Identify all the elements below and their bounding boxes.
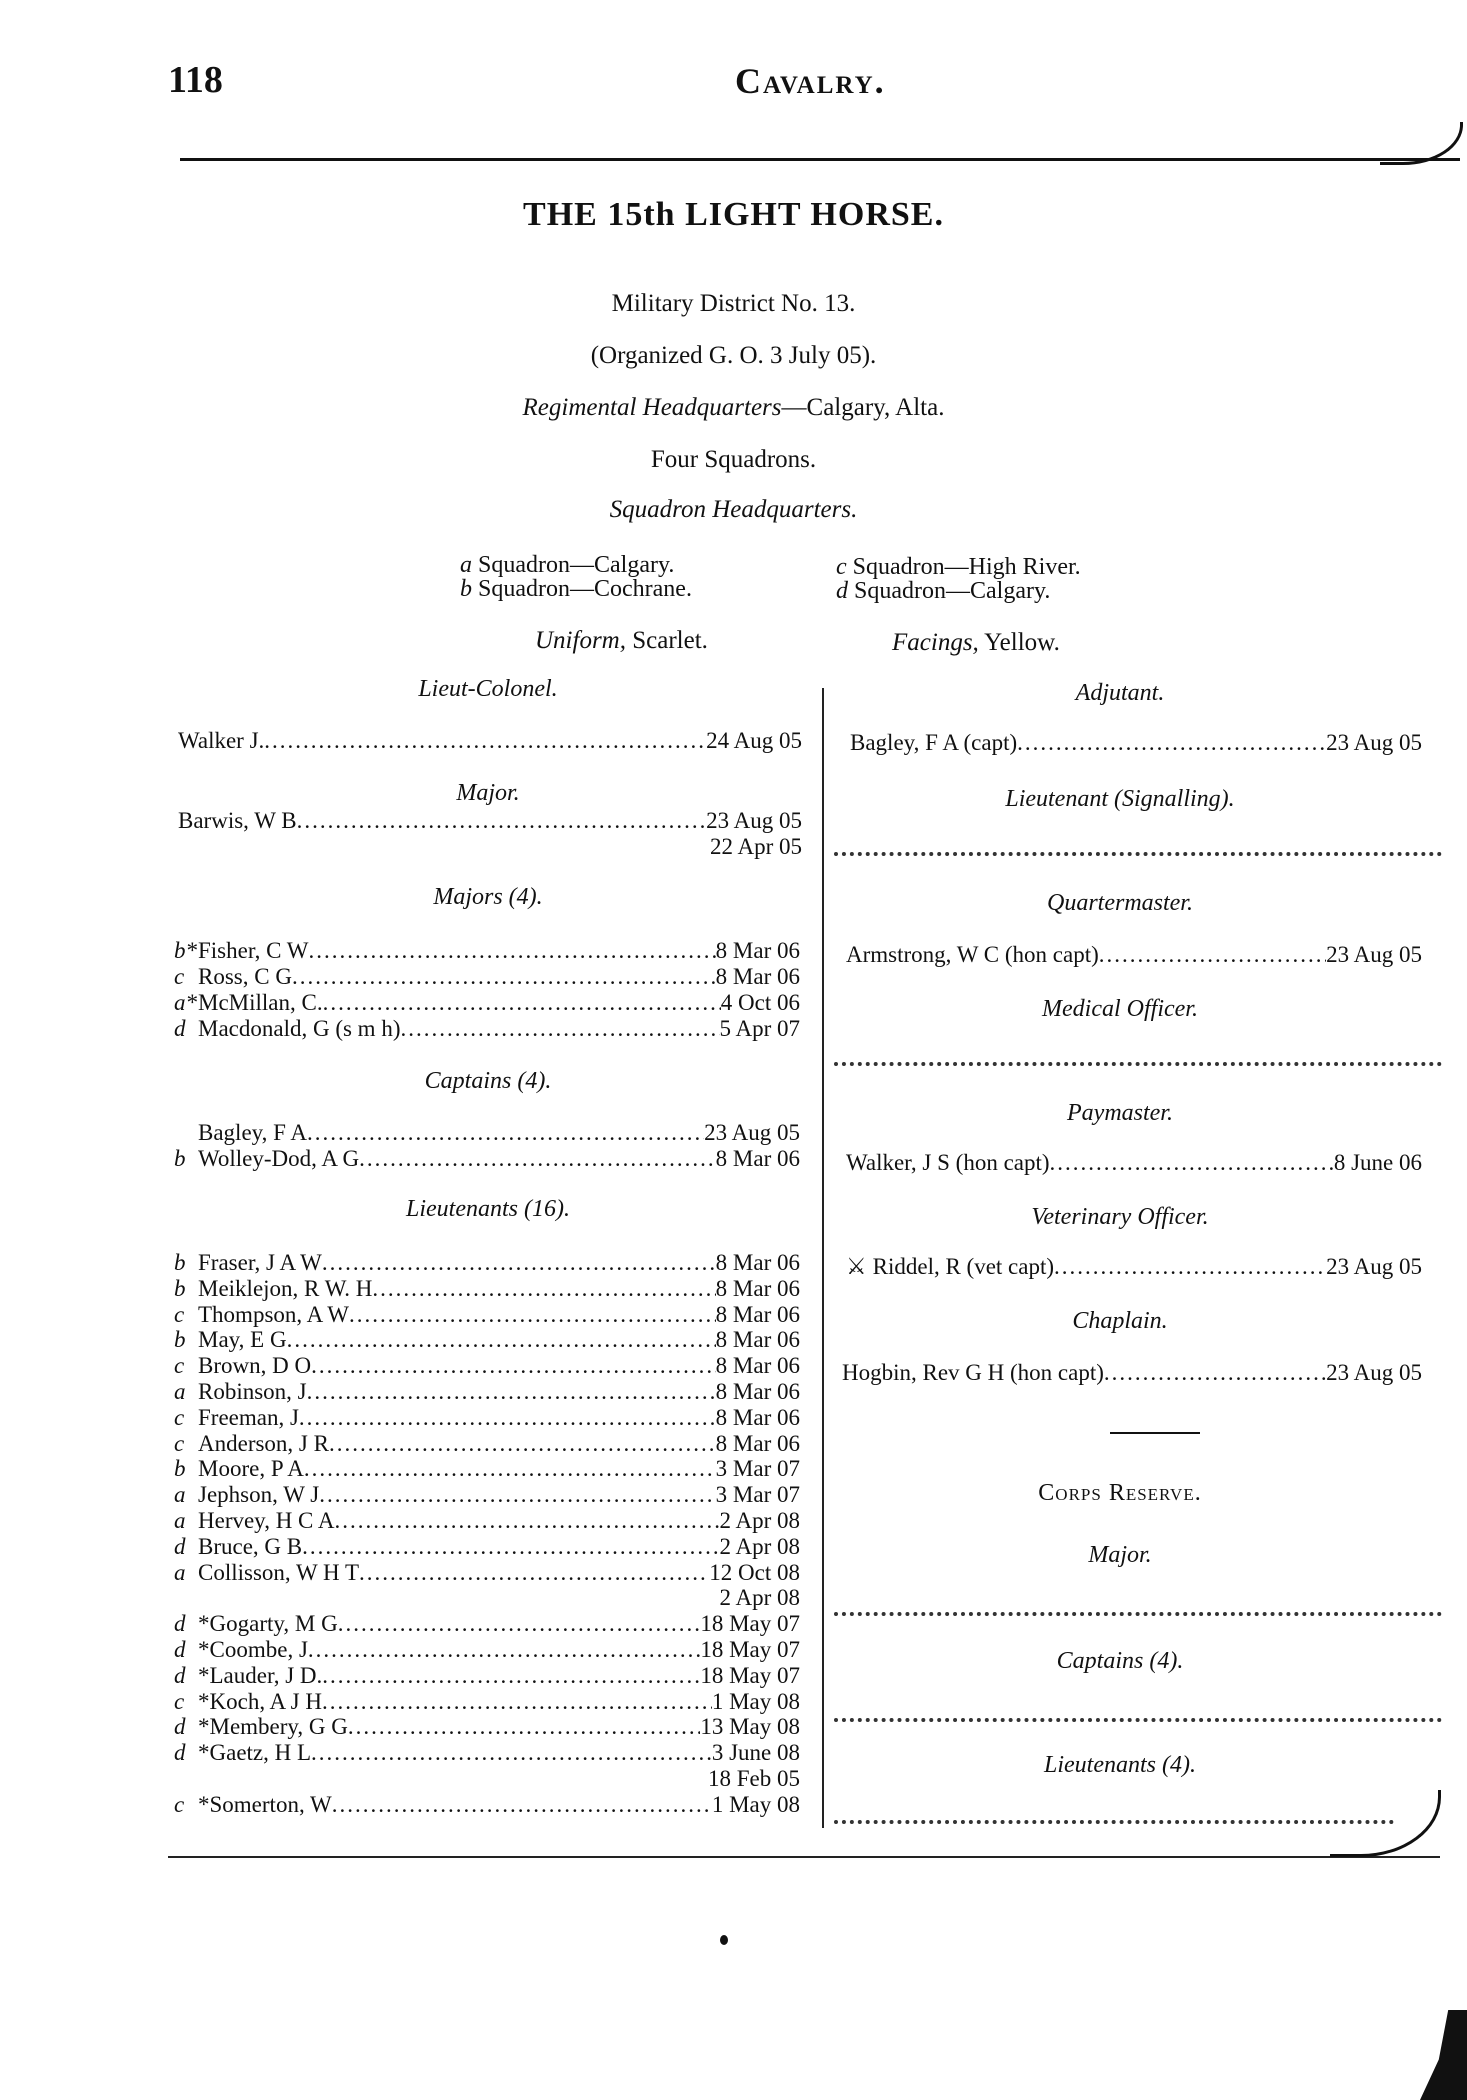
ink-speck (720, 1935, 728, 1945)
veterinary-officer-entry: ⚔ Riddel, R (vet capt) ..... 23 Aug 05 (846, 1254, 1422, 1280)
uniform: Uniform, Scarlet. (535, 627, 708, 654)
quartermaster-heading: Quartermaster. (1046, 890, 1193, 916)
reserve-lieutenants-vacant (834, 1820, 1394, 1824)
officer-name: *Membery, G G (198, 1714, 348, 1740)
seniority-date: 5 Apr 07 (719, 1016, 800, 1041)
lieutenant-row (174, 1379, 800, 1405)
lieutenant-row (174, 1250, 800, 1276)
paymaster-entry: Walker, J S (hon capt) ..... 8 June 06 (846, 1150, 1422, 1176)
seniority-date: 4 Oct 06 (720, 990, 800, 1015)
officer-name: Fisher, C W (198, 938, 309, 963)
squadron-letter: b (174, 1250, 186, 1275)
lieutenants-heading: Lieutenants (16). (406, 1196, 570, 1222)
squadron-letter: a (174, 1508, 186, 1533)
officer-name: *Koch, A J H (198, 1688, 322, 1714)
captain-row (174, 1146, 800, 1172)
seniority-date: 8 Mar 06 (715, 1353, 800, 1379)
officer-name: Macdonald, G (s m h) (198, 1016, 401, 1041)
officer-name: Moore, P A (198, 1456, 304, 1482)
facings: Facings, Yellow. (892, 629, 1060, 656)
seniority-date: 8 Mar 06 (715, 1327, 800, 1353)
regimental-hq-label: Regimental Headquarters (522, 394, 782, 421)
seniority-date: 18 May 07 (700, 1611, 800, 1637)
squadrons-count: Four Squadrons. (650, 446, 817, 473)
seniority-date: 13 May 08 (700, 1714, 800, 1740)
seniority-date: 23 Aug 05 (704, 1120, 800, 1145)
page-edge-mark (1420, 2010, 1467, 2100)
lieutenant-row (174, 1585, 800, 1611)
officer-name: Fraser, J A W (198, 1250, 322, 1275)
seniority-date: 2 Apr 08 (719, 1533, 800, 1559)
squadron-letter: d (174, 1611, 186, 1637)
squadron-letter: c (174, 1301, 185, 1327)
organized-order: (Organized G. O. 3 July 05). (590, 342, 877, 369)
squadron-c: c Squadron—High River. (836, 554, 1081, 580)
lieutenant-row (174, 1302, 800, 1328)
corps-reserve-heading: Corps Reserve. (1038, 1480, 1202, 1506)
seniority-date: 8 Mar 06 (715, 1146, 800, 1171)
seniority-date: 2 Apr 08 (719, 1585, 800, 1611)
bottom-rule (168, 1856, 1440, 1858)
lieutenant-row (174, 1714, 800, 1740)
lieutenant-row (174, 1276, 800, 1302)
seniority-date: 8 Mar 06 (715, 1250, 800, 1275)
officer-name: McMillan, C. (198, 990, 323, 1015)
lieut-signalling-vacant (834, 852, 1442, 856)
officer-name: May, E G (198, 1327, 287, 1353)
squadron-letter: b (174, 1456, 186, 1482)
major-heading: Major. (456, 780, 520, 806)
squadron-letter: b (174, 1146, 186, 1171)
officer-name: Bruce, G B (198, 1533, 303, 1559)
squadron-letter: d (174, 1637, 186, 1662)
adjutant-entry: Bagley, F A (capt) ..... 23 Aug 05 (850, 730, 1422, 756)
seniority-date: 12 Oct 08 (709, 1559, 800, 1585)
officer-name: Collisson, W H T (198, 1559, 360, 1585)
chaplain-heading: Chaplain. (1072, 1308, 1168, 1334)
seniority-date: 3 Mar 07 (715, 1482, 800, 1508)
majors-heading: Majors (4). (433, 884, 543, 910)
squadron-letter: c (174, 1404, 185, 1430)
squadron-headquarters-label: Squadron Headquarters. (609, 496, 858, 523)
squadron-letter: c (174, 1430, 185, 1456)
seniority-date: 8 Mar 06 (715, 938, 800, 963)
seniority-date: 18 May 07 (700, 1637, 800, 1662)
squadron-letter: b (174, 1327, 186, 1353)
regimental-headquarters (0, 394, 1467, 422)
bottom-rule-flourish (1330, 1790, 1441, 1857)
lieutenant-row (174, 1637, 800, 1663)
lieutenant-row (174, 1560, 800, 1586)
squadron-a: a Squadron—Calgary. (460, 552, 675, 578)
regimental-hq-value: —Calgary, Alta. (781, 394, 945, 421)
officer-name: Robinson, J (198, 1379, 307, 1404)
top-rule (180, 158, 1460, 161)
reserve-major-heading: Major. (1088, 1542, 1152, 1568)
lieutenant-row (174, 1482, 800, 1508)
squadron-d: d Squadron—Calgary. (836, 578, 1051, 604)
lieut-colonel-heading: Lieut-Colonel. (418, 676, 558, 702)
squadron-letter: d (174, 1740, 186, 1766)
lieutenant-row (174, 1663, 800, 1689)
major-row (174, 990, 800, 1016)
seniority-date: 8 Mar 06 (715, 964, 800, 989)
seniority-date: 3 Mar 07 (715, 1456, 800, 1482)
lieutenant-row (174, 1431, 800, 1457)
officer-name: Wolley-Dod, A G (198, 1146, 360, 1171)
squadron-b: b Squadron—Cochrane. (460, 576, 692, 602)
section-short-rule (1110, 1432, 1200, 1434)
medical-officer-heading: Medical Officer. (1042, 996, 1198, 1022)
lieut-signalling-heading: Lieutenant (Signalling). (1005, 786, 1235, 812)
reserve-captains-heading: Captains (4). (1056, 1648, 1184, 1674)
lieutenant-row (174, 1792, 800, 1818)
lieutenant-row (174, 1353, 800, 1379)
squadron-letter: c (174, 1688, 185, 1714)
officer-name: Jephson, W J (198, 1482, 320, 1508)
lieutenant-row (174, 1534, 800, 1560)
major-entry: Barwis, W B ..... 23 Aug 05 (178, 808, 802, 834)
squadron-letter: d (174, 1662, 186, 1688)
seniority-date: 8 Mar 06 (715, 1301, 800, 1327)
seniority-date: 18 Feb 05 (708, 1766, 800, 1791)
lieutenant-row (174, 1405, 800, 1431)
officer-name: Freeman, J (198, 1404, 299, 1430)
captain-row (174, 1120, 800, 1146)
officer-name: Bagley, F A (198, 1120, 308, 1145)
officer-name: *Somerton, W (198, 1791, 332, 1817)
squadron-letter: a (174, 1379, 186, 1404)
lieutenant-row (174, 1327, 800, 1353)
officer-name: *Gogarty, M G (198, 1611, 338, 1637)
major-row (174, 964, 800, 990)
seniority-date: 8 Mar 06 (715, 1404, 800, 1430)
squadron-letter: d (174, 1714, 186, 1740)
seniority-date: 8 Mar 06 (715, 1430, 800, 1456)
officer-name: Hervey, H C A (198, 1508, 335, 1533)
squadron-letter: d (174, 1016, 186, 1041)
lieutenant-row (174, 1689, 800, 1715)
seniority-date: 2 Apr 08 (719, 1508, 800, 1533)
running-head: Cavalry. (735, 61, 886, 101)
crossed-swords-icon: ⚔ (846, 1254, 867, 1279)
squadron-letter: a (174, 1559, 186, 1585)
squadron-letter: d (174, 1533, 186, 1559)
seniority-date: 1 May 08 (711, 1688, 800, 1714)
squadron-letter: a* (174, 990, 197, 1015)
medical-officer-vacant (834, 1062, 1442, 1066)
officer-name: Ross, C G (198, 964, 292, 989)
seniority-date: 8 Mar 06 (715, 1379, 800, 1404)
squadron-letter: b (174, 1275, 186, 1301)
seniority-date: 1 May 08 (711, 1791, 800, 1817)
seniority-date: 3 June 08 (711, 1740, 800, 1766)
officer-name: Meiklejon, R W. H (198, 1275, 373, 1301)
seniority-date: 8 Mar 06 (715, 1275, 800, 1301)
officer-name: Thompson, A W (198, 1301, 350, 1327)
column-divider (822, 688, 824, 1828)
lieutenant-row (174, 1508, 800, 1534)
reserve-captains-vacant (834, 1718, 1442, 1722)
veterinary-officer-heading: Veterinary Officer. (1031, 1204, 1209, 1230)
officer-name: *Lauder, J D. (198, 1662, 323, 1688)
lieutenant-row (174, 1611, 800, 1637)
quartermaster-entry: Armstrong, W C (hon capt) ..... 23 Aug 05 (846, 942, 1422, 968)
adjutant-heading: Adjutant. (1075, 680, 1165, 706)
chaplain-entry: Hogbin, Rev G H (hon capt) ..... 23 Aug 05 (842, 1360, 1422, 1386)
squadron-letter: c (174, 1791, 185, 1817)
major-entry-date2: 22 Apr 05 (710, 834, 802, 859)
squadron-letter: b* (174, 938, 197, 963)
officer-name: *Gaetz, H L (198, 1740, 312, 1766)
lieutenant-row (174, 1740, 800, 1766)
regiment-title: THE 15th LIGHT HORSE. (523, 196, 944, 233)
captains-heading: Captains (4). (424, 1068, 552, 1094)
officer-name: Anderson, J R (198, 1430, 329, 1456)
lieut-colonel-entry: Walker J. ..... 24 Aug 05 (178, 728, 802, 754)
major-row (174, 1016, 800, 1042)
officer-name: *Coombe, J (198, 1637, 308, 1662)
seniority-date: 18 May 07 (700, 1662, 800, 1688)
squadron-letter: c (174, 1353, 185, 1379)
squadron-letter: a (174, 1482, 186, 1508)
paymaster-heading: Paymaster. (1067, 1100, 1173, 1126)
lieutenant-row (174, 1456, 800, 1482)
reserve-lieutenants-heading: Lieutenants (4). (1044, 1752, 1196, 1778)
lieutenant-row (174, 1766, 800, 1792)
officer-name: Brown, D O (198, 1353, 312, 1379)
page-number: 118 (168, 59, 223, 101)
major-row (174, 938, 800, 964)
squadron-letter: c (174, 964, 185, 989)
military-district: Military District No. 13. (611, 290, 856, 317)
reserve-major-vacant (834, 1612, 1442, 1616)
